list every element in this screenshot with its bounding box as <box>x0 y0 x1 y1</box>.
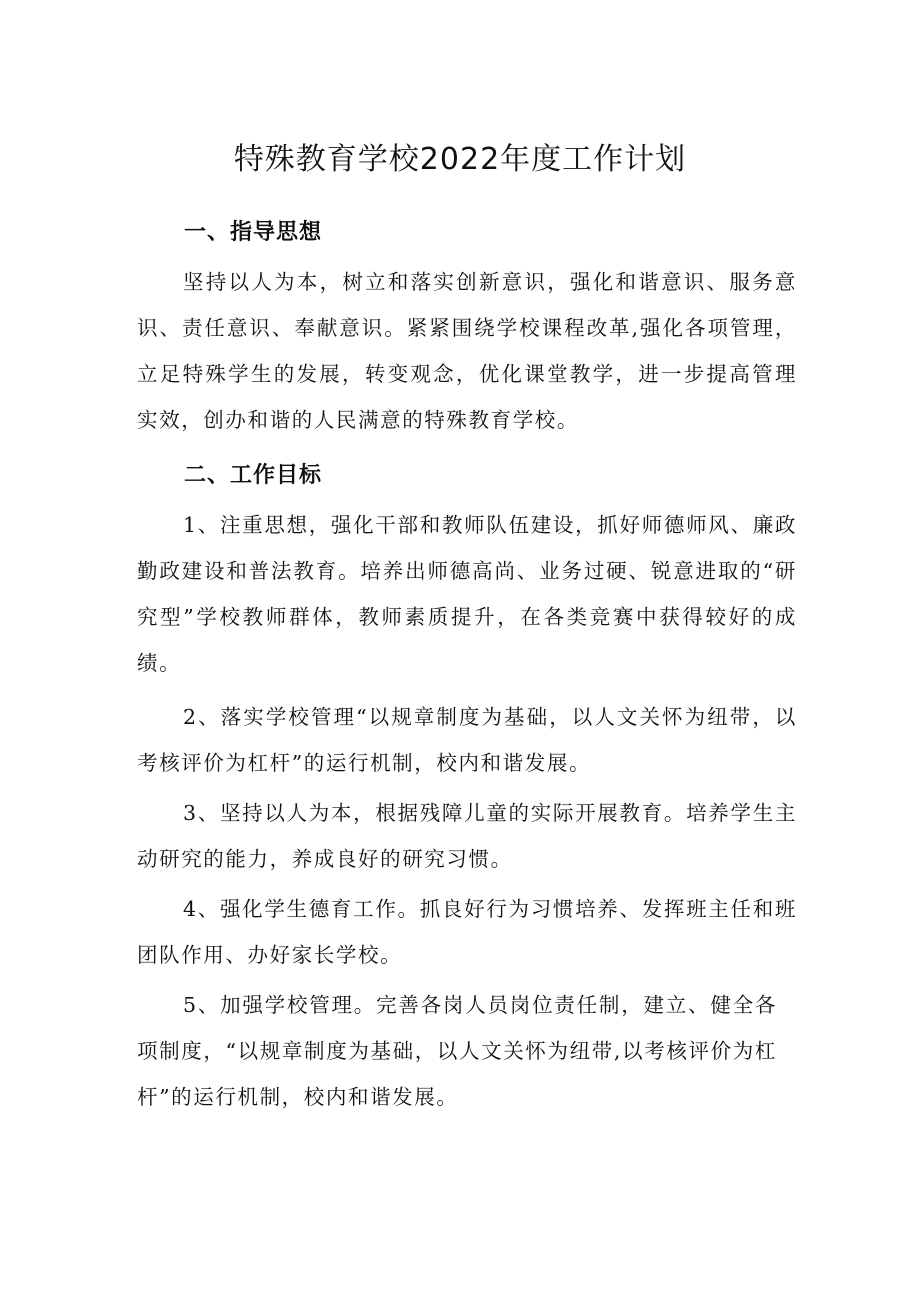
paragraph-goal-5: 5、加强学校管理。完善各岗人员岗位责任制，建立、健全各项制度，“以规章制度为基础，以人文关怀为纽带,以考核评价为杠杆”的运行机制，校内和谐发展。 <box>137 993 777 1109</box>
paragraph-goal-2: 2、落实学校管理“以规章制度为基础，以人文关怀为纽带，以考核评价为杠杆”的运行机制，校内和谐发展。 <box>137 705 797 775</box>
paragraph-goal-4: 4、强化学生德育工作。抓良好行为习惯培养、发挥班主任和班团队作用、办好家长学校。 <box>137 897 797 967</box>
section-heading-guiding-ideology: 一、指导思想 <box>184 220 323 245</box>
section-heading-work-goals: 二、工作目标 <box>184 463 323 488</box>
document-title: 特殊教育学校2022年度工作计划 <box>233 142 687 177</box>
paragraph-goal-3: 3、坚持以人为本，根据残障儿童的实际开展教育。培养学生主动研究的能力，养成良好的研究习惯。 <box>137 801 797 871</box>
paragraph-guiding-ideology: 坚持以人为本，树立和落实创新意识，强化和谐意识、服务意识、责任意识、奉献意识。紧紧围绕学校课程改革,强化各项管理，立足特殊学生的发展，转变观念，优化课堂教学，进一步提高管理实效，创办和谐的人民满意的特殊教育学校。 <box>137 270 797 432</box>
paragraph-goal-1: 1、注重思想，强化干部和教师队伍建设，抓好师德师风、廉政勤政建设和普法教育。培养出师德高尚、业务过硬、锐意进取的“研究型”学校教师群体，教师素质提升，在各类竞赛中获得较好的成绩。 <box>137 513 797 675</box>
